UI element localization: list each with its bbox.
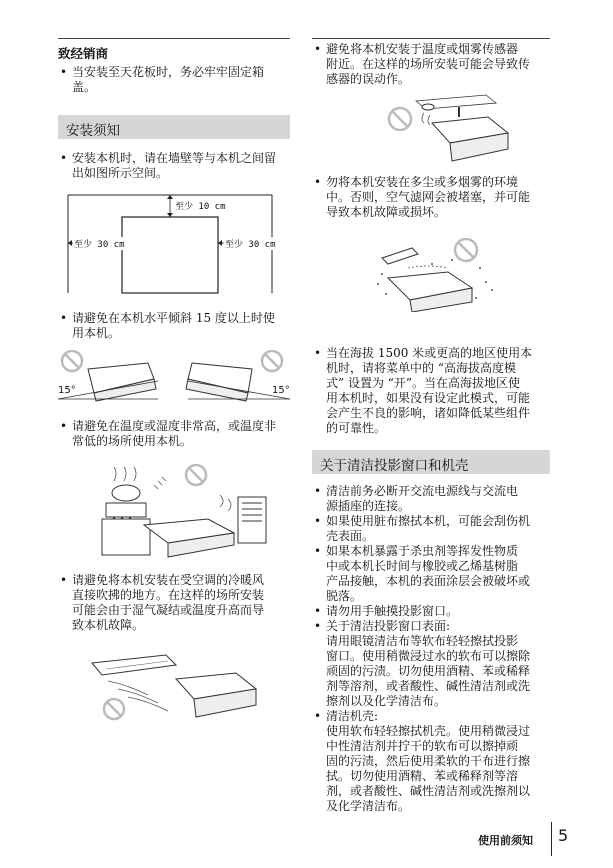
dust-note: • 勿将本机安装在多尘或多烟雾的环境 中。否则，空气滤网会被堵塞，并可能 导致本机故障或损坏。 (312, 175, 552, 220)
footer-section-label: 使用前须知 (478, 834, 533, 847)
dim-top-label: 至少 10 cm (174, 199, 227, 212)
clean-window-note: • 关于清洁投影窗口表面: 请用眼镜清洁布等软布轻轻擦拭投影 窗口。使用稍微浸过水的软布可以擦除 顽固的污渍。切勿使用酒精、苯或稀释 剂等溶剂，或者酸性、碱性清洁剂或洗 擦剂以及化学清洁布。 (312, 619, 552, 709)
dust-drawing (312, 238, 552, 312)
dim-right-label: 至少 30 cm (224, 237, 277, 250)
prohibited-icon-ac (104, 699, 124, 719)
clean-cabinet-note: • 清洁机壳: 使用软布轻轻擦拭机壳。使用稍微浸过 中性清洁剂并拧干的软布可以擦掉顽 固的污渍，然后使用柔软的干布进行擦 拭。切勿使用酒精、苯或稀释剂等溶 剂，或者酸性、碱性清洁剂或洗擦剂以 及化学清洁布。 (312, 709, 552, 814)
prohibited-icon-left (62, 351, 82, 371)
dealer-heading: 致经销商 (58, 46, 109, 61)
sensor-note: • 避免将本机安装于温度或烟雾传感器 附近。在这样的场所安装可能会导致传 感器的误动作。 (312, 42, 552, 87)
altitude-note: • 当在海拔 1500 米或更高的地区使用本 机时，请将菜单中的 “高海拔高度模 式” 设置为 “开”。当在高海拔地区使 用本机时，如果没有设定此模式，可能 会产生不良的影响，诸如降低某些组件 的可靠性。 (312, 346, 552, 436)
dealer-note: • 当安装至天花板时，务必牢牢固定箱 盖。 (58, 65, 298, 95)
space-note: • 安装本机时，请在墙壁等与本机之间留 出如图所示空间。 (58, 151, 298, 181)
sensor-figure (312, 93, 552, 167)
heat-humidity-drawing (58, 463, 290, 559)
air-conditioner-figure (58, 649, 298, 725)
prohibited-icon-dust (455, 239, 477, 261)
tilt-note: • 请避免在本机水平倾斜 15 度以上时使 用本机。 (58, 311, 298, 341)
prohibited-icon-sensor (389, 108, 411, 130)
page-number: 5 (558, 826, 569, 845)
clean-volatile-note: • 如果本机暴露于杀虫剂等挥发性物质 中或本机长时间与橡胶或乙烯基树脂 产品接触，本机的表面涂层会被破坏或 脱落。 (312, 544, 552, 604)
air-conditioner-note: • 请避免将本机安装在受空调的冷暖风 直接吹拂的地方。在这样的场所安装 可能会由于湿气凝结或温度升高而导 致本机故障。 (58, 573, 298, 633)
angle-right-label: 15° (272, 385, 290, 396)
clean-dirty-cloth-note: • 如果使用脏布擦拭本机，可能会刮伤机 壳表面。 (312, 514, 552, 544)
clean-unplug-note: • 清洁前务必断开交流电源线与交流电 源插座的连接。 (312, 484, 552, 514)
tilt-figure-drawing (58, 349, 290, 411)
temperature-note: • 请避免在温度或湿度非常高，或温度非 常低的场所使用本机。 (58, 419, 298, 449)
sensor-drawing (312, 93, 552, 167)
prohibited-icon-heat (186, 465, 206, 485)
clearance-diagram (58, 185, 298, 297)
right-column (312, 38, 552, 814)
dim-left-label: 至少 30 cm (73, 237, 126, 250)
air-conditioner-drawing (58, 649, 290, 725)
left-column (58, 38, 298, 725)
tilt-figure (58, 349, 298, 411)
footer-divider (551, 822, 552, 856)
clean-no-touch-note: • 请勿用手触摸投影窗口。 (312, 604, 552, 619)
prohibited-icon-right (262, 351, 282, 371)
heat-humidity-figure (58, 463, 298, 559)
angle-left-label: 15° (58, 385, 76, 396)
cleaning-heading: 关于清洁投影窗口和机壳 (312, 450, 550, 474)
install-heading: 安装须知 (58, 115, 290, 139)
dust-figure (312, 238, 552, 312)
